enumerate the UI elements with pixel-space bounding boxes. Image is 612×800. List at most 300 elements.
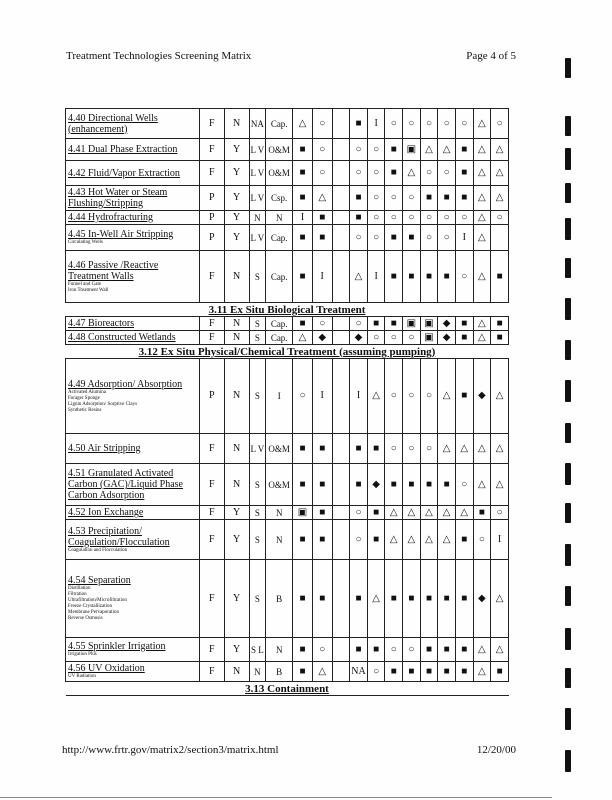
rating-symbol [332,109,350,139]
rating-symbol: △ [491,161,509,186]
technology-subtype: Synthetic Resins [68,407,102,413]
criteria-cell: B [266,662,293,682]
rating-symbol: ○ [312,638,332,662]
bottom-rule [0,797,552,798]
page-number: Page 4 of 5 [466,50,516,62]
rating-symbol: ○ [385,109,403,139]
criteria-cell: S [249,560,266,638]
criteria-cell: Y [224,161,249,186]
rating-symbol: ■ [367,317,385,331]
rating-symbol: ○ [403,359,421,434]
rating-symbol: ■ [312,520,332,560]
rating-symbol: I [350,359,368,434]
technology-name: 4.49 Adsorption/ Absorption [68,378,183,390]
criteria-cell: S [249,464,266,506]
rating-symbol: ■ [385,225,403,251]
rating-symbol: △ [350,251,368,303]
criteria-cell: F [199,434,224,464]
rating-symbol: ○ [491,109,509,139]
technology-row [66,506,509,520]
criteria-cell: Cap. [266,317,293,331]
criteria-cell: F [199,161,224,186]
technology-row [66,109,509,139]
technology-name: 4.52 Ion Exchange [68,507,144,518]
technology-cell [66,331,200,345]
technology-cell [66,662,200,682]
rating-symbol: ◆ [473,359,491,434]
rating-symbol: △ [455,434,473,464]
technology-name: 4.51 Granulated Activated Carbon (GAC)/Liquid Phase Carbon Adsorption [68,468,183,501]
criteria-cell: F [199,506,224,520]
technology-name: 4.45 In-Well Air Stripping [68,229,174,240]
rating-symbol: ○ [455,109,473,139]
rating-symbol: △ [293,331,313,345]
criteria-cell: Y [224,638,249,662]
rating-symbol: ■ [473,506,491,520]
technology-cell [66,638,200,662]
rating-symbol: ○ [438,109,456,139]
rating-symbol [332,506,350,520]
criteria-cell: F [199,251,224,303]
technology-cell [66,464,200,506]
rating-symbol: ■ [420,638,438,662]
source-url[interactable]: http://www.frtr.gov/matrix2/section3/matrix.html [62,744,279,756]
rating-symbol: ■ [385,251,403,303]
criteria-cell: N [266,638,293,662]
technology-subtype: Coagulation and Flocculation [68,547,128,553]
rating-symbol: ■ [350,109,368,139]
rating-symbol [332,186,350,211]
rating-symbol: △ [420,520,438,560]
technology-row [66,139,509,161]
criteria-cell: Y [224,139,249,161]
rating-symbol: ■ [293,638,313,662]
rating-symbol: △ [312,662,332,682]
criteria-cell: N [249,662,266,682]
rating-symbol: ○ [367,161,385,186]
rating-symbol: ○ [367,662,385,682]
criteria-cell: Cap. [266,331,293,345]
criteria-cell: S [249,251,266,303]
rating-symbol: ◆ [312,331,332,345]
rating-symbol: ◆ [350,331,368,345]
rating-symbol: ○ [403,211,421,225]
rating-symbol: ■ [367,638,385,662]
rating-symbol [332,464,350,506]
rating-symbol: ■ [367,506,385,520]
rating-symbol: ■ [312,506,332,520]
rating-symbol: ○ [385,434,403,464]
technology-row [66,186,509,211]
rating-symbol: ○ [420,211,438,225]
rating-symbol: ■ [385,662,403,682]
rating-symbol: △ [473,251,491,303]
rating-symbol: △ [473,331,491,345]
technology-name: 4.50 Air Stripping [68,443,141,454]
rating-symbol: ○ [385,186,403,211]
rating-symbol: ■ [438,560,456,638]
criteria-cell: S [249,359,266,434]
technology-cell [66,109,200,139]
rating-symbol: △ [491,464,509,506]
rating-symbol: ■ [293,560,313,638]
rating-symbol: ■ [455,161,473,186]
rating-symbol: ○ [350,506,368,520]
rating-symbol: ■ [293,186,313,211]
criteria-cell: F [199,464,224,506]
rating-symbol: ▣ [403,317,421,331]
technology-row [66,359,509,434]
criteria-cell: F [199,331,224,345]
technology-name: 4.47 Bioreactors [68,318,135,329]
rating-symbol: △ [473,662,491,682]
criteria-cell: Cap. [266,109,293,139]
rating-symbol [332,139,350,161]
rating-symbol: ○ [312,317,332,331]
rating-symbol: ▣ [403,139,421,161]
section-row [66,303,509,317]
rating-symbol: ◆ [438,331,456,345]
criteria-cell: O&M [266,139,293,161]
rating-symbol: △ [293,109,313,139]
rating-symbol: △ [491,638,509,662]
rating-symbol [332,359,350,434]
rating-symbol: ■ [293,161,313,186]
rating-symbol: ○ [403,434,421,464]
technology-row [66,331,509,345]
rating-symbol: △ [385,506,403,520]
rating-symbol: △ [438,139,456,161]
technology-name: 4.56 UV Oxidation [68,663,145,674]
rating-symbol: ▣ [420,317,438,331]
criteria-cell: N [249,211,266,225]
criteria-cell: O&M [266,434,293,464]
rating-symbol: I [491,520,509,560]
rating-symbol: ○ [403,638,421,662]
rating-symbol: ■ [455,331,473,345]
rating-symbol: ■ [491,662,509,682]
criteria-cell: N [224,109,249,139]
technology-subtype: UV Radiation [68,674,96,679]
rating-symbol: ■ [491,251,509,303]
rating-symbol: ■ [293,464,313,506]
technology-subtype: Circulating Wells [68,240,103,245]
section-row [66,345,509,359]
rating-symbol: △ [403,520,421,560]
rating-symbol: I [312,251,332,303]
rating-symbol: ○ [420,109,438,139]
rating-symbol: I [293,211,313,225]
rating-symbol: ■ [312,560,332,638]
criteria-cell: S [249,317,266,331]
rating-symbol: △ [312,186,332,211]
rating-symbol: ○ [420,161,438,186]
rating-symbol: ○ [312,109,332,139]
rating-symbol: ○ [420,434,438,464]
rating-symbol: ■ [293,225,313,251]
criteria-cell: L V [249,225,266,251]
rating-symbol: ▣ [293,506,313,520]
criteria-cell: P [199,225,224,251]
rating-symbol: △ [491,139,509,161]
rating-symbol: ○ [403,186,421,211]
rating-symbol: ■ [491,331,509,345]
rating-symbol: ■ [403,662,421,682]
criteria-cell: Cap. [266,225,293,251]
criteria-cell: N [224,317,249,331]
rating-symbol: ■ [350,560,368,638]
rating-symbol: ■ [293,251,313,303]
technology-name: 4.48 Constructed Wetlands [68,332,176,343]
rating-symbol: ■ [403,251,421,303]
rating-symbol: ○ [350,139,368,161]
rating-symbol: △ [473,317,491,331]
technology-name: 4.54 Separation [68,575,131,586]
technology-row [66,434,509,464]
rating-symbol: ◆ [473,560,491,638]
rating-symbol [491,225,509,251]
rating-symbol: ○ [367,211,385,225]
technology-row [66,560,509,638]
technology-subtype: Lignin Adsorption/ Sorptive Clays [68,401,138,407]
criteria-cell: S [249,331,266,345]
rating-symbol: ■ [350,434,368,464]
rating-symbol [332,638,350,662]
criteria-cell: P [199,359,224,434]
section-row [66,682,509,696]
rating-symbol: △ [473,225,491,251]
rating-symbol: ■ [455,560,473,638]
rating-symbol: ■ [385,161,403,186]
rating-symbol: ○ [455,251,473,303]
criteria-cell: F [199,139,224,161]
technology-name: 4.43 Hot Water or Steam Flushing/Stripping [68,187,168,209]
rating-symbol: ○ [438,225,456,251]
rating-symbol: △ [473,139,491,161]
technology-cell [66,161,200,186]
print-date: 12/20/00 [476,744,516,756]
rating-symbol: ○ [473,520,491,560]
rating-symbol [332,225,350,251]
technology-cell [66,434,200,464]
rating-symbol: ■ [403,560,421,638]
rating-symbol: ○ [420,225,438,251]
rating-symbol: ○ [403,331,421,345]
rating-symbol: ■ [438,464,456,506]
criteria-cell: F [199,560,224,638]
criteria-cell: N [266,211,293,225]
rating-symbol: ○ [350,161,368,186]
technology-cell [66,139,200,161]
rating-symbol: ■ [438,662,456,682]
rating-symbol: ■ [350,638,368,662]
rating-symbol: △ [385,520,403,560]
rating-symbol: ■ [438,638,456,662]
rating-symbol: ■ [403,464,421,506]
rating-symbol: ○ [367,225,385,251]
rating-symbol [332,211,350,225]
criteria-cell: Cap. [266,251,293,303]
technology-row [66,211,509,225]
technology-cell [66,225,200,251]
technology-cell [66,317,200,331]
rating-symbol [332,251,350,303]
rating-symbol: △ [455,506,473,520]
criteria-cell: Y [224,520,249,560]
criteria-cell: O&M [266,161,293,186]
rating-symbol: ○ [438,161,456,186]
rating-symbol: ■ [293,520,313,560]
rating-symbol: ○ [367,331,385,345]
rating-symbol: ○ [350,317,368,331]
rating-symbol: △ [491,434,509,464]
criteria-cell: N [224,251,249,303]
criteria-cell: P [199,211,224,225]
technology-row [66,638,509,662]
rating-symbol: ■ [367,434,385,464]
rating-symbol [332,331,350,345]
rating-symbol: △ [403,506,421,520]
technology-subtype: Membrane Pervaporation [68,610,119,615]
rating-symbol: △ [403,161,421,186]
criteria-cell: S L [249,638,266,662]
rating-symbol: ○ [350,225,368,251]
criteria-cell: Y [224,560,249,638]
criteria-cell: F [199,109,224,139]
rating-symbol: △ [420,506,438,520]
rating-symbol: ○ [385,211,403,225]
rating-symbol: △ [473,109,491,139]
technology-cell [66,359,200,434]
technology-cell [66,560,200,638]
criteria-cell: P [199,186,224,211]
rating-symbol: ■ [420,662,438,682]
rating-symbol: ■ [367,520,385,560]
criteria-cell: N [224,359,249,434]
technology-row [66,225,509,251]
rating-symbol: ■ [350,211,368,225]
rating-symbol: △ [367,560,385,638]
rating-symbol: I [312,359,332,434]
technology-subtype: Funnel and Gate [68,281,102,287]
rating-symbol: ○ [350,520,368,560]
rating-symbol: △ [367,359,385,434]
criteria-cell: N [266,520,293,560]
rating-symbol: ■ [455,359,473,434]
rating-symbol: ▣ [420,331,438,345]
rating-symbol: ■ [438,251,456,303]
rating-symbol: ○ [385,359,403,434]
scan-edge-marks [565,58,573,788]
technology-cell [66,186,200,211]
criteria-cell: N [224,464,249,506]
rating-symbol: △ [473,211,491,225]
rating-symbol: ○ [385,331,403,345]
technology-name: 4.42 Fluid/Vapor Extraction [68,167,180,179]
rating-symbol: △ [420,139,438,161]
technology-subtype: Freeze Crystallization [68,604,113,609]
rating-symbol: △ [473,464,491,506]
technology-subtype: Activated Alumina [68,389,106,395]
criteria-cell: F [199,662,224,682]
rating-symbol: ■ [350,464,368,506]
rating-symbol: ○ [455,211,473,225]
technology-cell [66,520,200,560]
rating-symbol: △ [473,161,491,186]
technology-name: 4.55 Sprinkler Irrigation [68,641,166,652]
criteria-cell: L V [249,186,266,211]
technology-row [66,520,509,560]
criteria-cell: L V [249,139,266,161]
technology-subtype: Iron Treatment Wall [68,287,109,293]
technology-subtype: Filtration [68,592,87,597]
technology-row [66,662,509,682]
technology-row [66,161,509,186]
rating-symbol: △ [491,560,509,638]
rating-symbol: △ [473,186,491,211]
technology-subtype: Forager Sponge [68,395,100,401]
technology-row [66,464,509,506]
criteria-cell: Y [224,211,249,225]
criteria-cell: N [224,331,249,345]
rating-symbol: ○ [293,359,313,434]
criteria-cell: B [266,560,293,638]
criteria-cell: N [266,506,293,520]
rating-symbol: ■ [293,434,313,464]
criteria-cell: S [249,506,266,520]
rating-symbol: I [455,225,473,251]
rating-symbol: I [367,251,385,303]
rating-symbol: △ [438,434,456,464]
criteria-cell: Y [224,506,249,520]
rating-symbol: ○ [438,211,456,225]
rating-symbol: ■ [293,317,313,331]
rating-symbol: ■ [491,317,509,331]
technology-name: 4.41 Dual Phase Extraction [68,144,178,155]
rating-symbol [332,434,350,464]
rating-symbol: I [367,109,385,139]
rating-symbol: ■ [455,186,473,211]
criteria-cell: L V [249,161,266,186]
rating-symbol: ■ [385,317,403,331]
criteria-cell: Csp. [266,186,293,211]
rating-symbol: ■ [455,638,473,662]
rating-symbol: ■ [385,560,403,638]
technology-cell [66,506,200,520]
criteria-cell: F [199,317,224,331]
criteria-cell: Y [224,225,249,251]
rating-symbol: △ [473,434,491,464]
rating-symbol: ○ [491,211,509,225]
rating-symbol: ■ [403,225,421,251]
technology-subtype: Ultrafiltration/Microfiltration [68,598,127,603]
rating-symbol: ○ [312,161,332,186]
rating-symbol: ◆ [438,317,456,331]
criteria-cell: Y [224,186,249,211]
criteria-cell: N [224,434,249,464]
criteria-cell: L V [249,434,266,464]
rating-symbol: △ [491,186,509,211]
rating-symbol: ○ [367,186,385,211]
rating-symbol: ■ [293,662,313,682]
rating-symbol: ○ [367,139,385,161]
technology-name: 4.46 Passive /Reactive Treatment Walls [68,259,159,282]
rating-symbol: ○ [491,506,509,520]
technology-name: 4.40 Directional Wells (enhancement) [68,112,158,135]
criteria-cell: F [199,638,224,662]
rating-symbol: ■ [312,434,332,464]
rating-symbol [332,317,350,331]
